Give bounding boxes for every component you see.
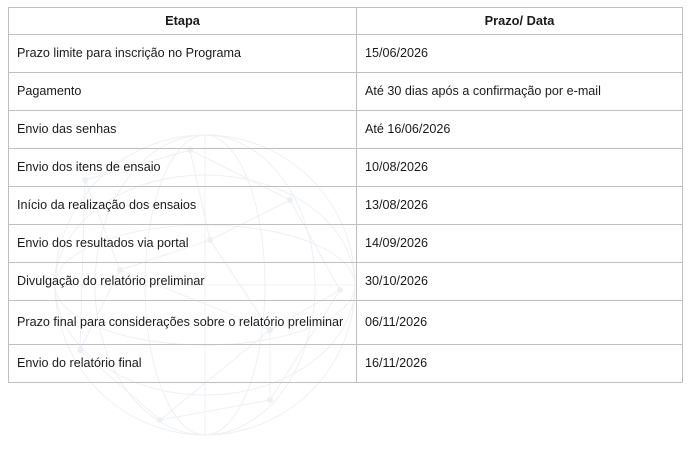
cell-etapa: Prazo limite para inscrição no Programa — [9, 35, 357, 73]
cell-etapa: Envio dos resultados via portal — [9, 225, 357, 263]
table-row — [9, 345, 683, 383]
cell-etapa: Divulgação do relatório preliminar — [9, 263, 357, 301]
cell-prazo: 30/10/2026 — [357, 263, 683, 301]
cell-etapa: Início da realização dos ensaios — [9, 187, 357, 225]
column-header-etapa: Etapa — [9, 8, 357, 35]
table-row — [9, 187, 683, 225]
cell-etapa: Envio dos itens de ensaio — [9, 149, 357, 187]
cell-prazo: 14/09/2026 — [357, 225, 683, 263]
table-row — [9, 263, 683, 301]
cell-prazo: 06/11/2026 — [357, 301, 683, 345]
table-body — [9, 35, 683, 383]
cell-etapa: Pagamento — [9, 73, 357, 111]
table-row — [9, 149, 683, 187]
table-row — [9, 225, 683, 263]
table-row — [9, 301, 683, 345]
cell-prazo: 16/11/2026 — [357, 345, 683, 383]
cell-prazo: Até 16/06/2026 — [357, 111, 683, 149]
column-header-prazo: Prazo/ Data — [357, 8, 683, 35]
schedule-table — [8, 7, 683, 383]
table-header-row — [9, 8, 683, 35]
cell-etapa: Prazo final para considerações sobre o relatório preliminar — [9, 301, 357, 345]
cell-etapa: Envio das senhas — [9, 111, 357, 149]
table-row — [9, 35, 683, 73]
cell-prazo: Até 30 dias após a confirmação por e-mail — [357, 73, 683, 111]
schedule-table-container — [8, 7, 682, 383]
cell-etapa: Envio do relatório final — [9, 345, 357, 383]
table-row — [9, 73, 683, 111]
cell-prazo: 13/08/2026 — [357, 187, 683, 225]
cell-prazo: 10/08/2026 — [357, 149, 683, 187]
table-row — [9, 111, 683, 149]
cell-prazo: 15/06/2026 — [357, 35, 683, 73]
